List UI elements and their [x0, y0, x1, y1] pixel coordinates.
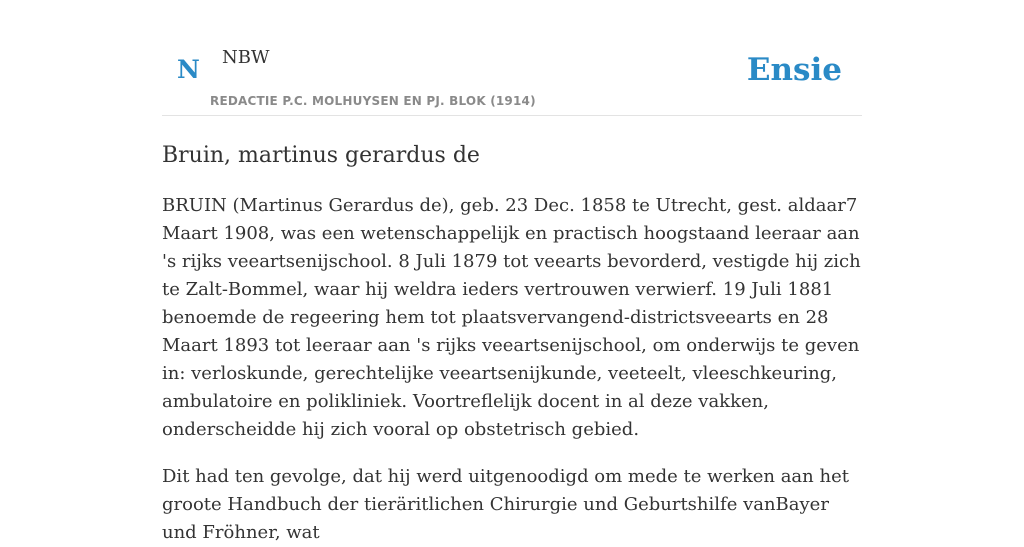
source-logo[interactable]: N	[177, 55, 200, 84]
article-paragraph: Dit had ten gevolge, dat hij werd uitgenoodigd om mede te werken aan het groote Handbuch der tieräritlichen Chirurgie und Geburtshilfe vanBayer und Fröhner, wat	[162, 466, 849, 543]
article-title: Bruin, martinus gerardus de	[162, 143, 480, 168]
page-header	[162, 0, 862, 116]
article	[162, 141, 862, 547]
brand-logo[interactable]: Ensie	[746, 52, 842, 88]
page-container	[162, 0, 862, 547]
source-title[interactable]: NBW	[222, 47, 270, 68]
source-subtitle: REDACTIE P.C. MOLHUYSEN EN PJ. BLOK (1914)	[210, 94, 536, 108]
article-paragraph: BRUIN (Martinus Gerardus de), geb. 23 Dec. 1858 te Utrecht, gest. aldaar7 Maart 1908, was een wetenschappelijk en practisch hoogstaand leeraar aan 's rijks veeartsenijschool. 8 Juli 1879 tot veearts bevorderd, vestigde hij zich te Zalt-Bommel, waar hij weldra ieders vertrouwen verwierf. 19 Juli 1881 benoemde de regeering hem tot plaatsvervangend-districtsveearts en 28 Maart 1893 tot leeraar aan 's rijks veeartsenijschool, om onderwijs te geven in: verloskunde, gerechtelijke veeartsenijkunde, veeteelt, vleeschkeuring, ambulatoire en polikliniek. Voortreflelijk docent in al deze vakken, onderscheidde hij zich vooral op obstetrisch gebied.	[162, 195, 861, 440]
